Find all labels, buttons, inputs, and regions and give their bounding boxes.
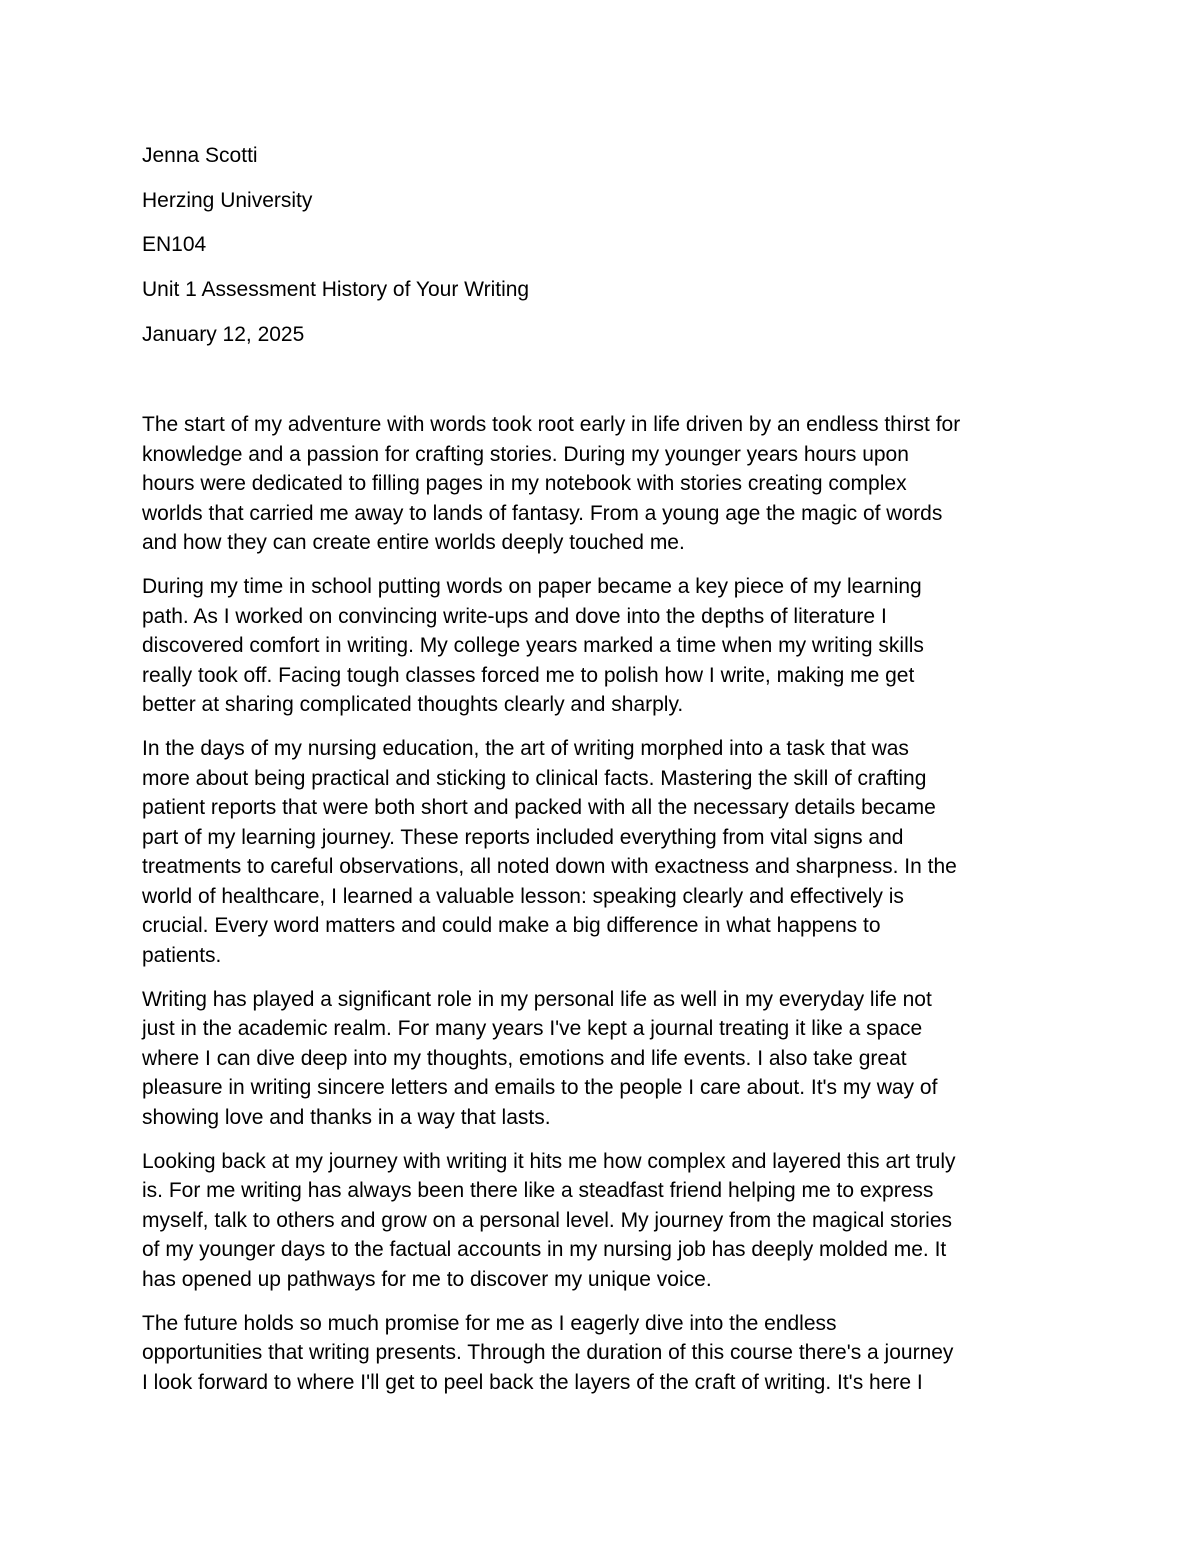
paragraph [142,1147,1072,1295]
text-line: In the days of my nursing education, the art of writing morphed into a task that was [142,737,909,760]
document-body [142,410,1072,1412]
text-line: The future holds so much promise for me as I eagerly dive into the endless [142,1311,837,1335]
text-line: myself, talk to others and grow on a personal level. My journey from the magical stories [142,1208,953,1232]
text-line: discovered comfort in writing. My college years marked a time when my writing skills [142,634,924,657]
paragraph [142,985,1072,1133]
text-line: I look forward to where I'll get to peel back the layers of the craft of writing. It's here I [142,1370,923,1394]
course-code: EN104 [142,233,207,257]
text-line: world of healthcare, I learned a valuable lesson: speaking clearly and effectively is [142,884,904,908]
text-line: patient reports that were both short and packed with all the necessary details became [142,796,936,819]
text-line: knowledge and a passion for crafting stories. During my younger years hours upon [142,442,909,466]
author-name: Jenna Scotti [142,144,258,167]
text-line: part of my learning journey. These reports included everything from vital signs and [142,825,904,849]
paragraph [142,572,1072,720]
text-line: more about being practical and sticking to clinical facts. Mastering the skill of crafting [142,766,927,790]
text-line: opportunities that writing presents. Through the duration of this course there's a journey [142,1341,954,1364]
text-line: patients. [142,943,222,967]
text-line: treatments to careful observations, all noted down with exactness and sharpness. In the [142,855,957,878]
text-line: of my younger days to the factual accounts in my nursing job has deeply molded me. It [142,1238,947,1261]
text-line: better at sharing complicated thoughts clearly and sharply. [142,693,684,716]
text-line: worlds that carried me away to lands of fantasy. From a young age the magic of words [142,501,943,525]
text-line: Writing has played a significant role in my personal life as well in my everyday life not [142,987,932,1011]
text-line: hours were dedicated to filling pages in my notebook with stories creating complex [142,472,907,495]
school-name: Herzing University [142,188,313,212]
text-line: just in the academic realm. For many years I've kept a journal treating it like a space [142,1017,923,1040]
text-line: is. For me writing has always been there like a steadfast friend helping me to express [142,1179,934,1202]
text-line: where I can dive deep into my thoughts, emotions and life events. I also take great [142,1046,907,1070]
text-line: The start of my adventure with words took root early in life driven by an endless thirst for [142,413,961,436]
text-line: showing love and thanks in a way that lasts. [142,1105,551,1129]
text-line: pleasure in writing sincere letters and emails to the people I care about. It's my way of [142,1076,938,1099]
paragraph [142,410,1072,558]
paragraph [142,1309,1072,1398]
text-line: really took off. Facing tough classes forced me to polish how I write, making me get [142,663,915,687]
text-line: path. As I worked on convincing write-ups and dove into the depths of literature I [142,604,887,628]
paragraph [142,734,1072,970]
document-header [142,141,1072,364]
text-line: crucial. Every word matters and could make a big difference in what happens to [142,914,881,937]
text-line: Looking back at my journey with writing it hits me how complex and layered this art truly [142,1149,956,1173]
text-line: During my time in school putting words on paper became a key piece of my learning [142,575,922,598]
text-line: has opened up pathways for me to discover my unique voice. [142,1267,712,1291]
assignment-title: Unit 1 Assessment History of Your Writing [142,278,530,302]
text-line: and how they can create entire worlds deeply touched me. [142,531,685,554]
document-date: January 12, 2025 [142,322,305,346]
